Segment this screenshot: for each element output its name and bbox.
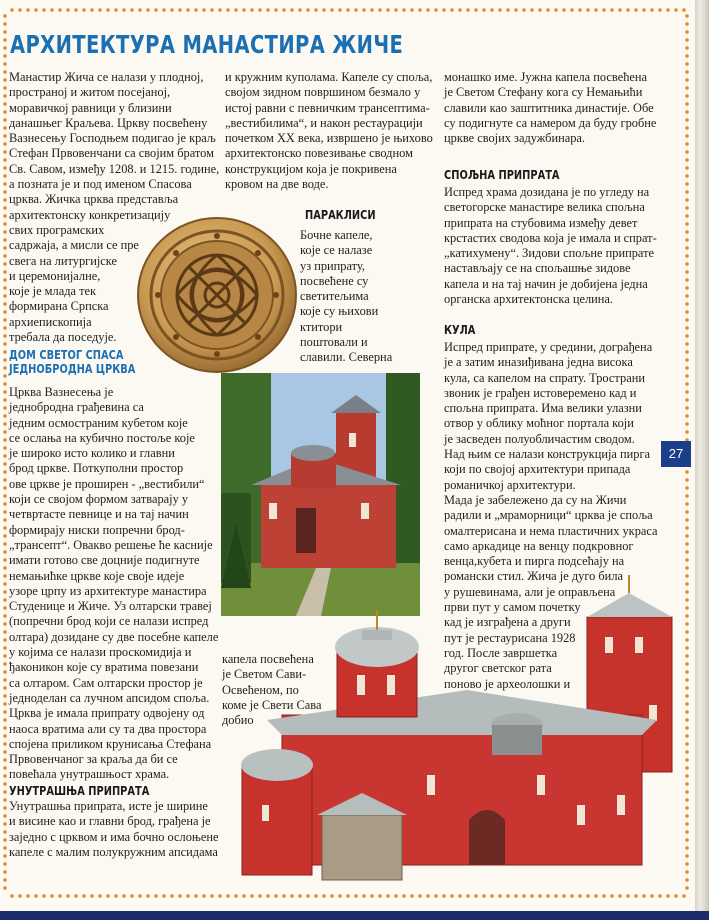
- text-line: венца,кубета и пирга подсећају на: [444, 554, 625, 569]
- text-line: свега на литургијске: [9, 253, 118, 268]
- text-line: спољна припрата. Има велики улазни: [444, 401, 642, 416]
- text-line: наоса вратима али су та два простора: [9, 721, 207, 736]
- text-line: спојена приликом крунисања Стефана: [9, 736, 212, 751]
- text-line: Испред храма дозидана је по угледу на: [444, 185, 650, 199]
- carved-rosette-image: [136, 216, 298, 374]
- text-line: повећала унутрашњост храма.: [9, 767, 170, 782]
- text-line: су подигнуте са намером да буду гробне: [444, 115, 657, 130]
- column1-body: [9, 385, 224, 783]
- text-line: архиепископија: [9, 314, 92, 329]
- text-line: добио: [222, 713, 254, 728]
- text-line: другог светског рата: [444, 661, 552, 676]
- decorative-border-bottom: [8, 893, 686, 899]
- bottom-edge-band: [0, 911, 709, 920]
- text-line: капела и на тај начин је добијена једна: [444, 276, 648, 291]
- text-line: монашко име. Јужна капела посвећена: [444, 70, 648, 84]
- text-line: једноделан са лучном апсидом споља.: [9, 690, 210, 705]
- text-line: истој равни с певничким трансептима-: [225, 100, 430, 115]
- text-line: (попречни брод који се налази испред: [9, 614, 209, 629]
- text-line: свих програмских: [9, 222, 105, 237]
- text-line: својом зидном површином безмало у: [225, 85, 421, 100]
- text-line: архитектонску конкретизацију: [9, 207, 171, 222]
- text-line: црква. Жичка црква представља: [9, 192, 179, 207]
- text-line: моравичкој равници у близини: [9, 100, 172, 115]
- section-heading-outer-narthex: СПОЉНА ПРИПРАТА: [444, 168, 560, 182]
- text-line: романски стил. Жича је дуго била: [444, 569, 623, 584]
- page-number-tab: 27: [661, 441, 691, 467]
- text-line: Црква је имала припрату одвојену од: [9, 706, 205, 721]
- text-line: органска архитектонска целина.: [444, 292, 614, 307]
- text-line: конструкцијом која је покривена: [225, 161, 397, 176]
- text-line: коме је Свети Сава: [222, 697, 322, 712]
- text-line: Манастир Жича се налази у плодној,: [9, 70, 204, 84]
- text-line: Над њим се налази конструкција пирга: [444, 447, 651, 462]
- church-model-image: [237, 575, 679, 887]
- text-line: пространој и житом посејаној,: [9, 85, 171, 100]
- section-heading-dom-svetog-spasa: [9, 348, 135, 376]
- text-line: једним осмостраним кубетом које: [9, 415, 188, 430]
- text-line: Бочне капеле,: [300, 228, 373, 242]
- text-line: је Светом Стефану кога су Немањићи: [444, 85, 643, 100]
- text-line: само аркадице на венцу подкровног: [444, 538, 634, 553]
- text-line: и висине као и главни брод, грађена је: [9, 814, 211, 829]
- text-line: омалтерисана и нема пластичних украса: [444, 523, 658, 538]
- text-line: Студенице и Жиче. Уз олтарски травеј: [9, 599, 212, 614]
- text-line: је засведен полуобличастим сводом.: [444, 431, 635, 446]
- text-line: Стефан Првовенчани са својим братом: [9, 146, 214, 161]
- text-line: данашњег Краљева. Цркву посвећену: [9, 115, 208, 130]
- text-line: капеле с малим полукружним апсидама: [9, 844, 218, 859]
- text-line: капела посвећена: [222, 652, 314, 666]
- text-line: крстастих сводова која је имала и спрат-: [444, 230, 657, 245]
- text-line: заједно с црквом и има бочно ослоњене: [9, 829, 219, 844]
- page-title: АРХИТЕКТУРА МАНАСТИРА ЖИЧЕ: [10, 30, 404, 59]
- column3-body1: [444, 185, 684, 307]
- column2-body: [300, 228, 450, 366]
- text-line: светогорске манастире велика спољна: [444, 200, 645, 215]
- text-line: четвртасте певнице и на тај начин: [9, 507, 189, 522]
- text-line: садржаја, а мисли се пре: [9, 238, 139, 253]
- column3-top: [444, 70, 684, 146]
- text-line: „катихумену“. Зидови спољне припрате: [444, 246, 655, 261]
- text-line: Првовенчаног за краља да би се: [9, 752, 178, 767]
- text-line: поштовали и: [300, 335, 368, 350]
- text-line: олтара) дозидане су две посебне капеле: [9, 629, 219, 644]
- text-line: први пут у самом почетку: [444, 600, 581, 615]
- column2-top: [225, 70, 440, 192]
- text-line: светитељима: [300, 289, 369, 304]
- text-line: ђаконикон које су вратима повезани: [9, 660, 199, 675]
- text-line: Освећеном, по: [222, 682, 299, 697]
- text-line: славили. Северна: [300, 350, 393, 365]
- text-line: немањићке цркве које своје идеје: [9, 568, 185, 583]
- text-line: кровом на две воде.: [225, 177, 329, 192]
- text-line: је широко исто колико и главни: [9, 446, 175, 461]
- text-line: које је млада тек: [9, 284, 97, 299]
- heading-line: ДОМ СВЕТОГ СПАСА: [9, 348, 124, 362]
- text-line: са олтаром. Сам олтарски простор је: [9, 675, 203, 690]
- text-line: који се својом формом затварају у: [9, 492, 189, 507]
- text-line: уз припрату,: [300, 258, 365, 273]
- text-line: је Светом Сави-: [222, 667, 307, 682]
- text-line: настављају се на спољашње зидове: [444, 261, 631, 276]
- text-line: а позната је и под именом Спасова: [9, 177, 192, 192]
- text-line: које се налазе: [300, 243, 373, 258]
- text-line: поново је археолошки и: [444, 676, 571, 691]
- text-line: у рушевинама, али је оправљена: [444, 584, 616, 599]
- text-line: пут је рестаурисана 1928: [444, 630, 576, 645]
- text-line: брод цркве. Поткуполни простор: [9, 461, 184, 476]
- text-line: Вазнесењу Господњем подигао је краљ: [9, 131, 216, 146]
- text-line: који по својој архитектури припада: [444, 462, 631, 477]
- text-line: Црква Вазнесења је: [9, 385, 114, 399]
- text-line: архитектонско повезивање сводном: [225, 146, 413, 161]
- text-line: узоре црпу из архитектуре манастира: [9, 583, 207, 598]
- text-line: почетком XX века, извршено је њихово: [225, 131, 433, 146]
- text-line: формирана Српска: [9, 299, 109, 314]
- heading-line: ЈЕДНОБРОДНА ЦРКВА: [9, 362, 136, 376]
- text-line: требала да поседује.: [9, 330, 117, 345]
- text-line: славили као заштитника династије. Обе: [444, 100, 654, 115]
- text-line: је а затим иназиђивана једна висока: [444, 355, 633, 370]
- column1-body2: [9, 799, 234, 860]
- text-line: отвор у облику моћног портала који: [444, 416, 634, 431]
- text-line: које су њихови: [300, 304, 379, 319]
- text-line: звоник је грађен истоверемено кад и: [444, 385, 637, 400]
- text-line: Испред припрате, у средини, дограђена: [444, 340, 653, 354]
- text-line: радили и „мраморници“ црква је споља: [444, 508, 653, 523]
- text-line: цркве својих задужбинара.: [444, 131, 586, 146]
- text-line: „вестибилима“, и након рестаурацији: [225, 115, 423, 130]
- text-line: год. После завршетка: [444, 645, 558, 660]
- section-heading-paraklisi: ПАРАКЛИСИ: [305, 208, 376, 222]
- text-line: романичкој архитектури.: [444, 477, 576, 492]
- text-line: ове цркве је проширен - „вестибили“: [9, 476, 205, 491]
- text-line: Св. Савом, између 1208. и 1215. године,: [9, 161, 220, 176]
- section-heading-tower: КУЛА: [444, 323, 476, 337]
- text-line: „трансепт“. Овакво решење ће касније: [9, 537, 213, 552]
- text-line: једнобродна грађевина са: [9, 400, 144, 415]
- text-line: и церемонијалне,: [9, 268, 101, 283]
- text-line: имати готово све доцније подигнуте: [9, 553, 200, 568]
- text-line: кула, са капелом на спрату. Тространи: [444, 370, 645, 385]
- book-spine: [695, 0, 709, 920]
- text-line: припрата на стубовима између девет: [444, 215, 638, 230]
- text-line: формирају ниски попречни брод-: [9, 522, 185, 537]
- text-line: Унутрашња припрата, исте је ширине: [9, 799, 208, 813]
- decorative-border-top: [8, 7, 686, 13]
- text-line: и кружним куполама. Капеле су споља,: [225, 70, 433, 84]
- text-line: се ослања на кубично постоље које: [9, 430, 195, 445]
- text-line: посвећене су: [300, 273, 369, 288]
- text-line: у којима се налази проскомидија и: [9, 645, 192, 660]
- text-line: ктитори: [300, 319, 343, 334]
- section-heading-inner-narthex: УНУТРАШЊА ПРИПРАТА: [9, 784, 150, 798]
- decorative-border-left: [2, 12, 8, 890]
- text-line: кад је изграђена а други: [444, 615, 571, 630]
- text-line: Мада је забележено да су на Жичи: [444, 492, 627, 507]
